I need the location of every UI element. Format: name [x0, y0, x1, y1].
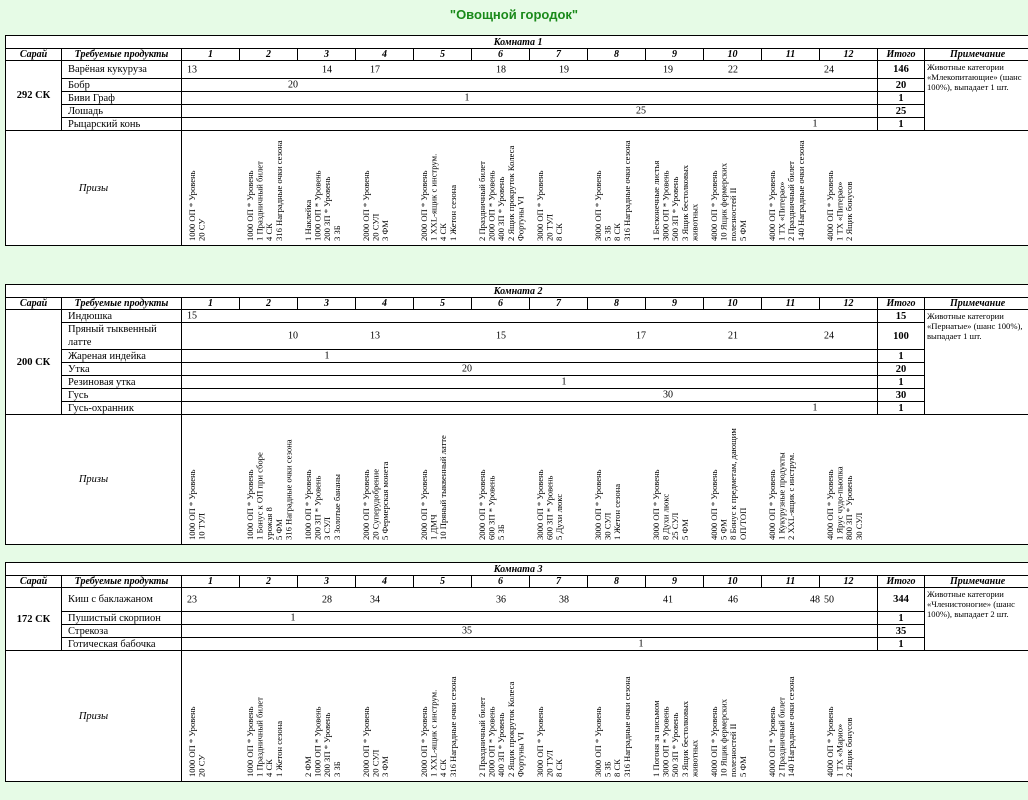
prize-level-2: 1000 ОП * Уровень 1 Праздничный билет 4 СК 1 Жетон сезона: [245, 697, 284, 777]
product-name: Готическая бабочка: [62, 638, 182, 651]
header-level-11: 11: [762, 298, 820, 310]
product-value-level-12: 24: [824, 330, 834, 342]
header-level-9: 9: [646, 576, 704, 588]
product-row: [6, 79, 1028, 92]
header-shed: Сарай: [6, 298, 62, 310]
header-total: Итого: [878, 576, 925, 588]
prize-level-7: 3000 ОП * Уровень 20 ТУЛ 8 СК: [535, 170, 565, 241]
product-value-level-5: 35: [462, 625, 472, 637]
product-total: 1: [878, 402, 925, 415]
product-value-level-2: 20: [288, 79, 298, 91]
product-row: [6, 612, 1028, 625]
prizes-cell: [182, 415, 1028, 545]
prize-level-4: 2000 ОП * Уровень 20 СУЛ 3 ФМ: [361, 706, 391, 777]
header-note: Примечание: [925, 298, 1028, 310]
prize-level-11: 4000 ОП * Уровень 1 ТХ «Питерао» 2 Праздничный билет 140 Наградные очки сезона: [767, 140, 806, 241]
room-title-row: [6, 36, 1028, 49]
prizes-cell: [182, 131, 1028, 246]
product-value-level-9: 30: [663, 389, 673, 401]
prize-level-8: 3000 ОП * Уровень 30 СУЛ 1 Жетон сезона: [593, 469, 623, 540]
prize-level-4: 2000 ОП * Уровень 20 Суперудобрение 5 Фермерская монета: [361, 461, 391, 540]
prize-level-11: 4000 ОП * Уровень 1 Кукурузные продукты 2 XXL-ящик с инструм.: [767, 452, 797, 540]
product-total: 344: [878, 588, 925, 612]
header-total: Итого: [878, 49, 925, 61]
product-value-level-3: 1: [324, 350, 330, 362]
prize-level-4: 2000 ОП * Уровень 20 СУЛ 3 ФМ: [361, 170, 391, 241]
prizes-cell: [182, 651, 1028, 782]
product-values: [182, 61, 878, 79]
product-total: 20: [878, 363, 925, 376]
product-value-level-1: 13: [187, 64, 197, 75]
header-level-7: 7: [530, 576, 588, 588]
product-values: [182, 310, 878, 323]
prize-level-10: 4000 ОП * Уровень 5 ФМ 8 Бонус к предметам, дающим ОП/ТОП: [709, 428, 748, 540]
product-total: 25: [878, 105, 925, 118]
header-note: Примечание: [925, 576, 1028, 588]
header-level-7: 7: [530, 49, 588, 61]
product-row: [6, 638, 1028, 651]
product-value-level-3: 28: [322, 594, 332, 605]
header-level-6: 6: [472, 298, 530, 310]
header-level-4: 4: [356, 576, 414, 588]
prize-level-1: 1000 ОП * Уровень 20 СУ: [187, 170, 207, 241]
header-level-12: 12: [820, 49, 878, 61]
prize-level-12: 4000 ОП * Уровень 1 Ярус чудо-пьюпка 800 ЗП * Уровень 30 СУЛ: [825, 466, 864, 540]
product-total: 100: [878, 323, 925, 350]
prizes-label: Призы: [6, 651, 182, 782]
product-value-level-9: 41: [663, 594, 673, 605]
header-level-10: 10: [704, 576, 762, 588]
product-name: Биви Граф: [62, 92, 182, 105]
header-level-2: 2: [240, 49, 298, 61]
product-total: 1: [878, 612, 925, 625]
product-name: Индюшка: [62, 310, 182, 323]
product-values: [182, 389, 878, 402]
prize-level-5: 2000 ОП * Уровень 1 XXL-ящик с инструм. 4 СК 316 Наградные очки сезона: [419, 676, 458, 777]
room-title-row: [6, 285, 1028, 298]
shed-price: 172 СК: [6, 588, 62, 651]
header-level-7: 7: [530, 298, 588, 310]
product-value-level-6: 18: [496, 64, 506, 75]
product-values: [182, 376, 878, 389]
product-row: [6, 588, 1028, 612]
product-value-level-6: 15: [496, 330, 506, 342]
room-note: Животные категории «Млекопитающие» (шанс 100%), выпадает 1 шт.: [925, 61, 1028, 131]
product-value-level-10: 46: [728, 594, 738, 605]
product-name: Пряный тыквенный латте: [62, 323, 182, 350]
product-value-level-4: 13: [370, 330, 380, 342]
product-value-level-11: 1: [812, 402, 818, 414]
product-value-level-8: 17: [636, 330, 646, 342]
header-level-5: 5: [414, 298, 472, 310]
product-total: 30: [878, 389, 925, 402]
prize-level-2: 1000 ОП * Уровень 1 Праздничный билет 4 СК 316 Наградные очки сезона: [245, 140, 284, 241]
prize-level-3: 2 ФМ 1000 ОП * Уровень 200 ЗП * Уровень 3 ЗБ: [303, 706, 342, 777]
product-values: [182, 350, 878, 363]
product-row: [6, 118, 1028, 131]
prize-level-9: 1 Погоня за письмом 3000 ОП * Уровень 500 ЗП * Уровень 3 Ящик бестолковых животных: [651, 700, 700, 777]
product-value-level-7: 1: [561, 376, 567, 388]
header-level-4: 4: [356, 298, 414, 310]
product-name: Лошадь: [62, 105, 182, 118]
prize-level-5: 2000 ОП * Уровень 1 ДМЧ 10 Пряный тыквенный латте: [419, 435, 449, 540]
product-name: Варёная кукуруза: [62, 61, 182, 79]
prize-level-11: 4000 ОП * Уровень 2 Праздничный билет 140 Наградные очки сезона: [767, 676, 797, 777]
header-level-11: 11: [762, 49, 820, 61]
product-total: 1: [878, 350, 925, 363]
header-level-3: 3: [298, 49, 356, 61]
room-title: Комната 3: [6, 563, 1028, 576]
product-row: [6, 389, 1028, 402]
product-name: Киш с баклажаном: [62, 588, 182, 612]
product-total: 1: [878, 638, 925, 651]
prize-level-12: 4000 ОП * Уровень 1 ТХ «Марио» 2 Ящик бонусов: [825, 706, 855, 777]
header-level-1: 1: [182, 298, 240, 310]
product-row: [6, 350, 1028, 363]
prize-level-8: 3000 ОП * Уровень 5 ЗБ 8 СК 316 Наградные очки сезона: [593, 676, 632, 777]
header-level-12: 12: [820, 576, 878, 588]
product-value-level-10: 22: [728, 64, 738, 75]
product-row: [6, 92, 1028, 105]
product-name: Утка: [62, 363, 182, 376]
product-value-level-7: 19: [559, 64, 569, 75]
header-level-5: 5: [414, 576, 472, 588]
product-value-level-10: 21: [728, 330, 738, 342]
product-values: [182, 625, 878, 638]
header-row: [6, 576, 1028, 588]
product-value-level-11: 48: [810, 594, 820, 605]
prize-level-5: 2000 ОП * Уровень 1 XXL-ящик с инструм. 4 СК 1 Жетон сезона: [419, 153, 458, 241]
product-values: [182, 118, 878, 131]
header-products: Требуемые продукты: [62, 298, 182, 310]
product-row: [6, 363, 1028, 376]
header-level-10: 10: [704, 49, 762, 61]
prizes-row: [6, 415, 1028, 545]
product-name: Рыцарский конь: [62, 118, 182, 131]
room-note: Животные категории «Членистоногие» (шанс 100%), выпадает 2 шт.: [925, 588, 1028, 651]
prize-level-9: 3000 ОП * Уровень 8 Духи люкс 25 СУЛ 5 ФМ: [651, 469, 690, 540]
prize-level-10: 4000 ОП * Уровень 10 Ящик фермерских полезностей II 5 ФМ: [709, 699, 748, 777]
room-title: Комната 1: [6, 36, 1028, 49]
header-shed: Сарай: [6, 576, 62, 588]
product-value-level-11: 1: [812, 118, 818, 130]
prize-level-10: 4000 ОП * Уровень 10 Ящик фермерских полезностей II 5 ФМ: [709, 163, 748, 241]
prize-level-2: 1000 ОП * Уровень 1 Бонус к ОП при сборе урожая 8 5 ФМ 316 Наградные очки сезона: [245, 439, 294, 540]
prize-level-6: 2 Праздничный билет 2000 ОП * Уровень 400 ЗП * Уровень 2 Ящик прокруток Колеса Фортуны VI: [477, 145, 526, 241]
prize-level-1: 1000 ОП * Уровень 20 СУ: [187, 706, 207, 777]
prize-level-1: 1000 ОП * Уровень 10 ТУЛ: [187, 469, 207, 540]
prize-level-8: 3000 ОП * Уровень 5 ЗБ 8 СК 316 Наградные очки сезона: [593, 140, 632, 241]
room-title-row: [6, 563, 1028, 576]
header-level-1: 1: [182, 576, 240, 588]
header-level-2: 2: [240, 576, 298, 588]
shed-price: 292 СК: [6, 61, 62, 131]
product-value-level-8: 25: [636, 105, 646, 117]
header-level-8: 8: [588, 49, 646, 61]
product-name: Пушистый скорпион: [62, 612, 182, 625]
prize-level-7: 3000 ОП * Уровень 600 ЗП * Уровень 5 Духи люкс: [535, 469, 565, 540]
product-name: Гусь-охранник: [62, 402, 182, 415]
header-level-9: 9: [646, 298, 704, 310]
prize-level-7: 3000 ОП * Уровень 20 ТУЛ 8 СК: [535, 706, 565, 777]
header-level-9: 9: [646, 49, 704, 61]
header-level-3: 3: [298, 576, 356, 588]
product-total: 20: [878, 79, 925, 92]
product-value-level-8: 1: [638, 638, 644, 650]
shed-price: 200 СК: [6, 310, 62, 415]
prize-level-3: 1 Наклейка 1000 ОП * Уровень 200 ЗП * Уровень 3 ЗБ: [303, 170, 342, 241]
product-value-level-12: 24: [824, 64, 834, 75]
product-value-level-4: 17: [370, 64, 380, 75]
product-total: 146: [878, 61, 925, 79]
product-values: [182, 363, 878, 376]
header-level-2: 2: [240, 298, 298, 310]
product-name: Бобр: [62, 79, 182, 92]
header-level-4: 4: [356, 49, 414, 61]
page-title: "Овощной городок": [449, 7, 579, 22]
product-row: [6, 310, 1028, 323]
room-note: Животные категории «Пернатые» (шанс 100%), выпадает 1 шт.: [925, 310, 1028, 415]
product-row: [6, 402, 1028, 415]
product-value-level-7: 38: [559, 594, 569, 605]
prize-level-9: 1 Бесконечные листья 3000 ОП * Уровень 500 ЗП * Уровень 3 Ящик бестолковых животных: [651, 160, 700, 241]
room-table-2: [5, 284, 1028, 545]
product-values: [182, 92, 878, 105]
product-name: Резиновая утка: [62, 376, 182, 389]
header-level-5: 5: [414, 49, 472, 61]
prizes-label: Призы: [6, 131, 182, 246]
header-products: Требуемые продукты: [62, 576, 182, 588]
header-level-3: 3: [298, 298, 356, 310]
product-row: [6, 376, 1028, 389]
prize-level-3: 1000 ОП * Уровень 200 ЗП * Уровень 3 СУЛ 3 Золотые бананы: [303, 469, 342, 540]
product-value-level-2: 1: [290, 612, 296, 624]
product-values: [182, 588, 878, 612]
product-total: 15: [878, 310, 925, 323]
product-value-level-6: 36: [496, 594, 506, 605]
product-values: [182, 612, 878, 625]
product-value-level-12: 50: [824, 594, 834, 605]
header-level-8: 8: [588, 576, 646, 588]
product-value-level-3: 14: [322, 64, 332, 75]
product-values: [182, 638, 878, 651]
product-value-level-2: 10: [288, 330, 298, 342]
header-shed: Сарай: [6, 49, 62, 61]
product-value-level-9: 19: [663, 64, 673, 75]
product-value-level-5: 20: [462, 363, 472, 375]
room-table-1: [5, 35, 1028, 246]
product-row: [6, 61, 1028, 79]
product-value-level-1: 23: [187, 594, 197, 605]
prizes-row: [6, 651, 1028, 782]
product-total: 35: [878, 625, 925, 638]
header-products: Требуемые продукты: [62, 49, 182, 61]
product-total: 1: [878, 118, 925, 131]
product-value-level-4: 34: [370, 594, 380, 605]
product-values: [182, 402, 878, 415]
room-table-3: [5, 562, 1028, 782]
product-row: [6, 323, 1028, 350]
product-value-level-1: 15: [187, 310, 197, 322]
header-level-12: 12: [820, 298, 878, 310]
header-level-11: 11: [762, 576, 820, 588]
header-note: Примечание: [925, 49, 1028, 61]
product-total: 1: [878, 376, 925, 389]
product-value-level-5: 1: [464, 92, 470, 104]
product-name: Жареная индейка: [62, 350, 182, 363]
header-level-8: 8: [588, 298, 646, 310]
product-row: [6, 625, 1028, 638]
header-level-1: 1: [182, 49, 240, 61]
product-values: [182, 105, 878, 118]
header-total: Итого: [878, 298, 925, 310]
header-level-6: 6: [472, 49, 530, 61]
room-title: Комната 2: [6, 285, 1028, 298]
header-row: [6, 298, 1028, 310]
prizes-row: [6, 131, 1028, 246]
product-name: Стрекоза: [62, 625, 182, 638]
header-row: [6, 49, 1028, 61]
prize-level-6: 2000 ОП * Уровень 600 ЗП * Уровень 5 ЗБ: [477, 469, 507, 540]
header-level-6: 6: [472, 576, 530, 588]
prize-level-12: 4000 ОП * Уровень 1 ТХ «Питерао» 2 Ящик бонусов: [825, 170, 855, 241]
header-level-10: 10: [704, 298, 762, 310]
product-total: 1: [878, 92, 925, 105]
product-values: [182, 323, 878, 350]
product-values: [182, 79, 878, 92]
product-name: Гусь: [62, 389, 182, 402]
product-row: [6, 105, 1028, 118]
prize-level-6: 2 Праздничный билет 2000 ОП * Уровень 400 ЗП * Уровень 2 Ящик прокруток Колеса Фортуны VI: [477, 681, 526, 777]
prizes-label: Призы: [6, 415, 182, 545]
